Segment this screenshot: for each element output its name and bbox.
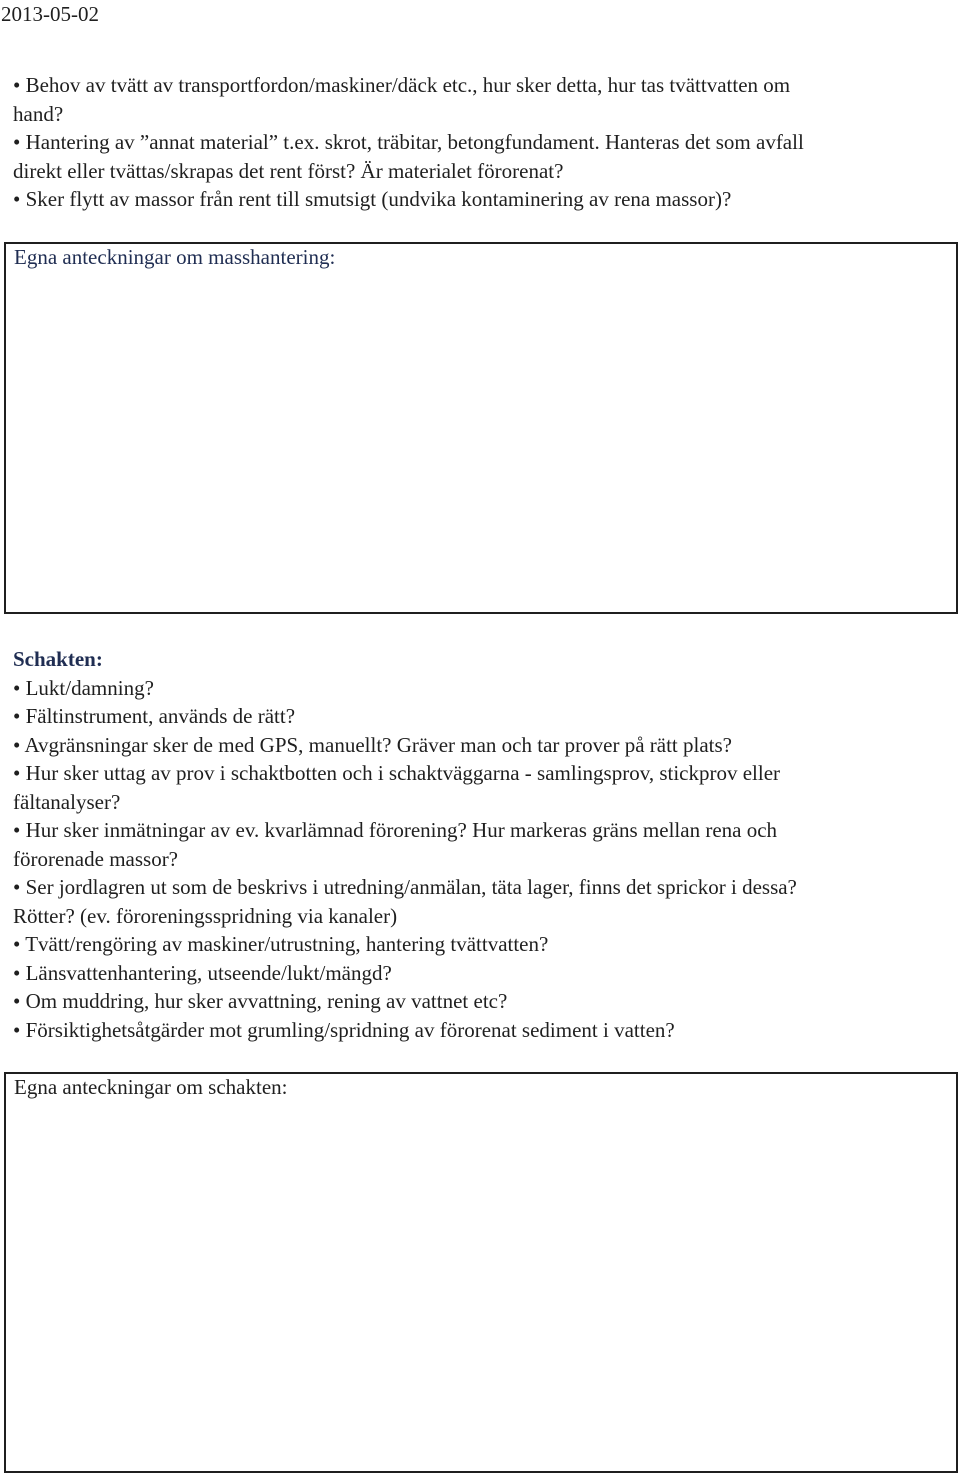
question-line: • Försiktighetsåtgärder mot grumling/spridning av förorenat sediment i vatten? (13, 1017, 675, 1042)
question-line: • Hur sker inmätningar av ev. kvarlämnad förorening? Hur markeras gräns mellan rena och (13, 818, 778, 842)
notes-box-masshantering[interactable] (4, 242, 958, 614)
question-line: • Tvätt/rengöring av maskiner/utrustning, hantering tvättvatten? (13, 932, 549, 956)
question-line: • Sker flytt av massor från rent till smutsigt (undvika kontaminering av rena massor)? (13, 187, 732, 211)
page-date: 2013-05-02 (1, 2, 99, 26)
question-line: • Ser jordlagren ut som de beskrivs i utredning/anmälan, täta lager, finns det sprickor i dessa? (13, 875, 797, 899)
section-masshantering-questions (13, 71, 953, 214)
question-line: • Om muddring, hur sker avvattning, rening av vattnet etc? (13, 989, 508, 1013)
question-line: • Behov av tvätt av transportfordon/maskiner/däck etc., hur sker detta, hur tas tvättvatten om (13, 73, 791, 97)
question-line: hand? (13, 101, 64, 126)
question-line: Rötter? (ev. föroreningsspridning via kanaler) (13, 903, 398, 928)
question-line: direkt eller tvättas/skrapas det rent först? Är materialet förorenat? (13, 158, 564, 183)
question-line: fältanalyser? (13, 789, 121, 814)
question-line: • Lukt/damning? (13, 675, 154, 700)
question-line: • Länsvattenhantering, utseende/lukt/mängd? (13, 960, 392, 985)
notes-label-schakten: Egna anteckningar om schakten: (14, 1075, 288, 1099)
notes-label-masshantering: Egna anteckningar om masshantering: (14, 245, 336, 269)
question-line: • Fältinstrument, används de rätt? (13, 704, 296, 728)
notes-box-schakten[interactable] (4, 1072, 958, 1473)
section-heading: Schakten: (13, 647, 103, 671)
section-schakten (13, 645, 953, 1044)
question-line: • Hantering av ”annat material” t.ex. skrot, träbitar, betongfundament. Hanteras det som avfall (13, 130, 804, 154)
question-line: • Hur sker uttag av prov i schaktbotten och i schaktväggarna - samlingsprov, stickprov eller (13, 761, 781, 785)
question-line: • Avgränsningar sker de med GPS, manuellt? Gräver man och tar prover på rätt plats? (13, 732, 732, 757)
question-line: förorenade massor? (13, 846, 179, 871)
